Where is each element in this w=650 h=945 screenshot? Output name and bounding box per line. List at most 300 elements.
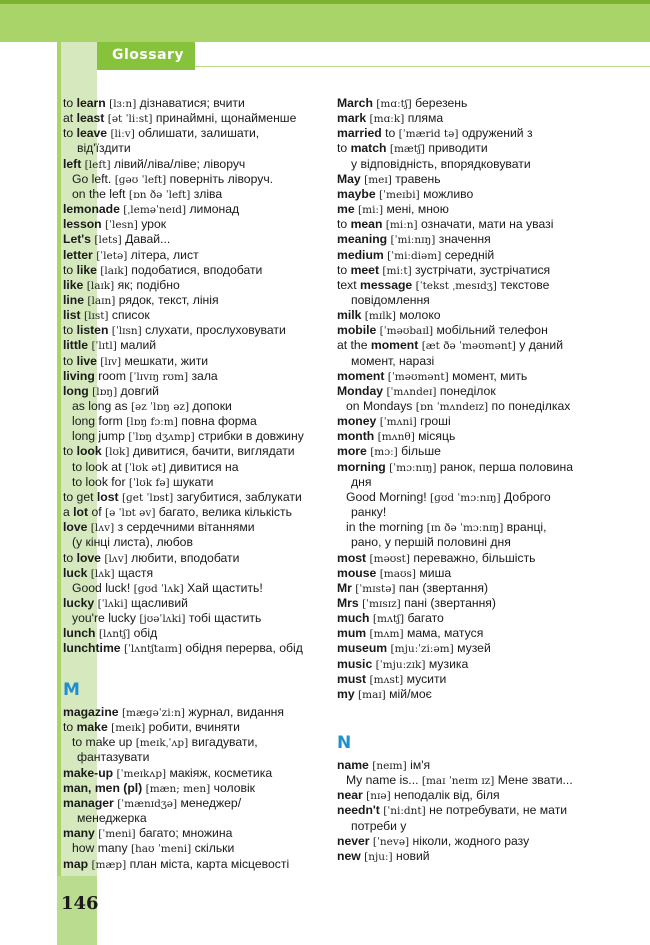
entry-transcription: [ˈlɪsn] — [111, 325, 142, 338]
entry-prefix: to — [63, 262, 77, 277]
entry-transcription: [məʊst] — [369, 552, 410, 565]
entry-prefix: to make up — [72, 735, 136, 750]
entry-headword: married — [337, 126, 382, 141]
entry-translation: зліва — [190, 186, 223, 201]
entry-transcription: [maɪ] — [358, 688, 386, 701]
entry-translation: стрибки в довжину — [194, 429, 304, 444]
entry-translation: не потребувати, не мати — [425, 803, 568, 818]
entry-translation: потреби у — [351, 818, 407, 833]
entry-translation: миша — [416, 565, 452, 580]
glossary-entry — [63, 750, 149, 765]
entry-translation: довгий — [117, 383, 159, 398]
entry-headword: map — [63, 856, 89, 871]
glossary-entry — [337, 384, 496, 400]
entry-transcription: [meɪk] — [111, 722, 146, 735]
glossary-entry — [63, 535, 193, 550]
entry-headword: mean — [350, 217, 383, 232]
glossary-entry — [337, 788, 500, 804]
entry-translation: пан (звертання) — [395, 580, 489, 595]
glossary-entry — [337, 551, 536, 567]
entry-transcription: [ɡʊd ˈmɔːnɪŋ] — [430, 491, 501, 504]
entry-translation: лівий/ліва/ліве; ліворуч — [110, 156, 246, 171]
glossary-entry — [63, 384, 159, 400]
entry-headword: lemonade — [63, 202, 120, 217]
entry-transcription: [lʌv] — [104, 552, 128, 565]
entry-transcription: [lʌntʃ] — [98, 628, 131, 641]
entry-transcription: [laɪk] — [86, 279, 115, 292]
glossary-entry — [63, 490, 302, 506]
glossary-entry — [63, 641, 303, 657]
glossary-entry — [63, 293, 219, 309]
entry-translation: скільки — [191, 841, 235, 856]
glossary-entry — [63, 354, 208, 370]
entry-headword: message — [360, 277, 413, 292]
entry-translation: менеджер/ — [177, 795, 242, 810]
top-color-band — [0, 0, 650, 42]
entry-headword: lesson — [63, 217, 102, 232]
glossary-entry — [337, 157, 531, 172]
entry-transcription: [lɪst] — [84, 310, 109, 323]
entry-prefix: in the morning — [346, 520, 427, 535]
entry-translation: з сердечними вітаннями — [114, 520, 255, 535]
entry-transcription: [ˈlesn] — [105, 219, 138, 232]
entry-transcription: [lʊk] — [105, 446, 130, 459]
entry-translation: літера, лист — [127, 247, 199, 262]
glossary-entry — [337, 278, 549, 294]
entry-transcription: [laɪk] — [100, 264, 128, 277]
entry-prefix: to get — [63, 489, 97, 504]
glossary-entry — [63, 626, 157, 642]
entry-translation: мобільний телефон — [433, 323, 548, 338]
entry-translation: ранок, перша половина — [436, 459, 574, 474]
glossary-entry — [337, 566, 451, 582]
glossary-entry — [337, 172, 441, 188]
entry-headword: meaning — [337, 232, 388, 247]
entry-transcription: [ˈlɪvɪŋ rʊm] — [129, 370, 189, 383]
glossary-entry — [337, 596, 496, 612]
glossary-entry — [63, 596, 188, 612]
entry-translation: як; подібно — [114, 277, 180, 292]
entry-translation: більше — [397, 444, 441, 459]
entry-headword: luck — [63, 565, 88, 580]
glossary-entry — [337, 444, 441, 460]
entry-translation: рано, у першій половині дня — [351, 535, 511, 550]
entry-transcription: [laɪn] — [87, 294, 116, 307]
entry-headword: morning — [337, 459, 386, 474]
glossary-entry — [63, 126, 259, 142]
entry-translation: Давай... — [121, 232, 171, 247]
entry-transcription: [mjuːˈziːəm] — [390, 643, 454, 656]
entry-transcription: [lɪv] — [100, 355, 122, 368]
entry-prefix: Good luck! — [72, 580, 134, 595]
glossary-entry — [63, 111, 296, 127]
entry-transcription: [meɪkˌˈʌp] — [135, 737, 189, 750]
glossary-entry — [337, 111, 443, 127]
entry-prefix: a — [63, 505, 74, 520]
entry-headword: match — [350, 141, 387, 156]
entry-prefix: Go left. — [72, 171, 115, 186]
entry-translation: чоловік — [210, 780, 256, 795]
entry-headword: meet — [350, 262, 380, 277]
glossary-entry — [337, 293, 430, 308]
entry-headword: long — [63, 383, 89, 398]
entry-transcription: [ɒn ˈmʌndeɪz] — [415, 401, 489, 413]
entry-translation: значення — [435, 232, 491, 247]
entry-transcription: [miːt] — [382, 264, 412, 277]
entry-translation: любити, вподобати — [127, 550, 240, 565]
entry-headword: leave — [76, 126, 108, 141]
entry-headword: much — [337, 611, 370, 626]
entry-headword: line — [63, 292, 84, 307]
glossary-entry — [63, 217, 166, 233]
glossary-entry — [337, 399, 570, 415]
entry-suffix: room — [94, 368, 130, 383]
glossary-entry — [63, 475, 213, 491]
entry-translation: дивитися на — [165, 459, 239, 474]
entry-transcription: [mæɡəˈziːn] — [121, 707, 185, 719]
glossary-entry — [63, 796, 241, 812]
entry-headword: man, men (pl) — [63, 780, 143, 795]
glossary-entry — [63, 278, 180, 294]
section-letter-n: N — [337, 733, 352, 753]
glossary-entry — [337, 803, 567, 819]
entry-transcription: [lɜːn] — [109, 98, 137, 110]
entry-headword: like — [76, 262, 97, 277]
entry-transcription: [ɪn ðə ˈmɔːnɪŋ] — [426, 522, 504, 535]
entry-transcription: [lets] — [94, 234, 122, 247]
entry-translation: означати, мати на увазі — [417, 217, 554, 232]
entry-translation: дивитися, бачити, виглядати — [129, 444, 295, 459]
entry-headword: lunch — [63, 626, 96, 641]
entry-headword: new — [337, 848, 361, 863]
entry-transcription: [ˈmiːdiəm] — [387, 249, 442, 262]
entry-translation: Доброго — [500, 489, 551, 504]
entry-translation: журнал, видання — [184, 705, 285, 719]
glossary-entry — [337, 217, 553, 233]
entry-transcription: [ˈtekst ˌmesɪdʒ] — [415, 279, 497, 292]
glossary-entry — [63, 781, 255, 797]
glossary-entry — [63, 141, 131, 156]
entry-headword: learn — [76, 96, 106, 110]
entry-headword: listen — [76, 323, 109, 338]
entry-headword: many — [63, 826, 95, 841]
entry-translation: план міста, карта місцевості — [126, 856, 290, 871]
glossary-entry — [63, 96, 245, 112]
entry-transcription: [ˈmɪstə] — [355, 582, 396, 595]
entry-translation: загубитися, заблукати — [173, 489, 302, 504]
entry-prefix: how many — [72, 841, 131, 856]
section-tab — [97, 42, 195, 70]
entry-translation: місяць — [414, 429, 456, 444]
glossary-entry — [63, 323, 286, 339]
entry-translation: ранку! — [351, 505, 387, 520]
entry-headword: name — [337, 758, 369, 772]
entry-transcription: [ɡʊd ˈlʌk] — [133, 582, 184, 595]
entry-translation: вранці, — [503, 520, 547, 535]
entry-transcription: [ˈmjuːzɪk] — [375, 658, 426, 671]
entry-translation: травень — [391, 171, 441, 186]
glossary-entry — [337, 611, 444, 627]
entry-translation: вигадувати, — [188, 735, 258, 750]
entry-headword: museum — [337, 641, 388, 656]
entry-translation: у відповідність, впорядковувати — [351, 156, 531, 171]
glossary-entry — [337, 308, 441, 324]
entry-headword: least — [76, 111, 105, 126]
entry-headword: letter — [63, 247, 93, 262]
entry-transcription: [neɪm] — [372, 760, 407, 772]
entry-transcription: [ˈlɪtl] — [91, 340, 117, 353]
glossary-entry — [63, 811, 147, 826]
entry-transcription: [ˈletə] — [96, 249, 128, 262]
glossary-entry — [63, 705, 284, 721]
glossary-entry — [63, 248, 199, 264]
entry-translation: дізнаватися; вчити — [136, 96, 245, 110]
entry-translation: Мене звати... — [494, 773, 573, 788]
entry-headword: Mrs — [337, 595, 359, 610]
entry-transcription: [ət ˈliːst] — [107, 113, 153, 126]
glossary-entry — [63, 369, 218, 385]
entry-translation: дня — [351, 474, 372, 489]
entry-translation: повідомлення — [351, 292, 430, 307]
entry-translation: Хай щастить! — [183, 580, 263, 595]
entry-translation: (у кінці листа), любов — [72, 535, 193, 550]
entry-transcription: [ə ˈlɒt əv] — [105, 507, 156, 520]
entry-transcription: [mʌtʃ] — [372, 613, 405, 626]
entry-transcription: [ˈmeni] — [98, 828, 136, 841]
entry-transcription: [mɔː] — [370, 446, 398, 459]
entry-transcription: [ˌleməˈneɪd] — [123, 204, 187, 217]
entry-transcription: [mɑːk] — [369, 113, 405, 126]
entry-headword: Let's — [63, 232, 91, 247]
glossary-entry — [63, 202, 239, 218]
glossary-entry — [63, 720, 240, 736]
entry-transcription: [jʊəˈlʌki] — [139, 613, 186, 626]
entry-transcription: [ˈmɔːnɪŋ] — [389, 461, 437, 474]
entry-translation: макіяж, косметика — [166, 765, 273, 780]
entry-translation: зала — [188, 368, 218, 383]
glossary-entry — [337, 248, 494, 264]
glossary-entry — [337, 687, 432, 703]
glossary-entry — [63, 520, 255, 536]
entry-headword: look — [76, 444, 102, 459]
entry-suffix: of — [88, 505, 105, 520]
glossary-entry — [337, 581, 488, 597]
glossary-entry — [63, 857, 289, 873]
entry-prefix: to — [63, 720, 77, 735]
entry-headword: manager — [63, 795, 114, 810]
entry-prefix: on the left — [72, 186, 129, 201]
top-edge-stripe — [0, 0, 650, 4]
glossary-entry — [337, 641, 491, 657]
entry-transcription: [ˈlʊk ət] — [124, 461, 166, 474]
glossary-entry — [63, 157, 245, 173]
entry-transcription: [nɪə] — [366, 790, 391, 803]
section-title: Glossary — [112, 47, 185, 63]
glossary-entry — [337, 429, 455, 445]
entry-translation: малий — [116, 338, 157, 353]
entry-headword: must — [337, 671, 367, 686]
entry-transcription: [njuː] — [364, 850, 393, 863]
entry-translation: середній — [441, 247, 495, 262]
glossary-entry — [63, 444, 295, 460]
entry-translation: одружений з — [458, 126, 533, 141]
entry-translation: неподалік від, біля — [390, 788, 500, 803]
glossary-entry — [337, 672, 446, 688]
entry-prefix: at the — [337, 338, 371, 353]
entry-transcription: [meɪ] — [364, 173, 392, 186]
glossary-entry — [337, 126, 533, 142]
entry-translation: гроші — [416, 414, 451, 429]
entry-prefix: on Mondays — [346, 399, 416, 413]
entry-translation: багато — [404, 611, 444, 626]
entry-transcription: [haʊ ˈmeni] — [130, 843, 192, 856]
entry-headword: left — [63, 156, 82, 171]
entry-translation: поверніть ліворуч. — [166, 171, 274, 186]
entry-translation: мені, мною — [383, 202, 449, 217]
glossary-entry — [63, 172, 273, 188]
entry-translation: щастя — [114, 565, 154, 580]
entry-transcription: [ɒn ðə ˈleft] — [128, 188, 191, 201]
entry-headword: more — [337, 444, 367, 459]
entry-translation: мама, матуся — [403, 626, 484, 641]
page-number: 146 — [61, 893, 99, 914]
entry-headword: make-up — [63, 765, 114, 780]
glossary-entry — [63, 505, 292, 521]
entry-transcription: [əz ˈlɒŋ əz] — [130, 401, 190, 413]
glossary-entry — [337, 263, 550, 279]
entry-prefix: at — [63, 111, 77, 126]
entry-translation: робити, вчиняти — [145, 720, 240, 735]
entry-translation: подобатися, вподобати — [127, 262, 263, 277]
entry-translation: можливо — [419, 186, 474, 201]
entry-transcription: [mʌm] — [369, 628, 404, 641]
entry-prefix: to — [63, 126, 77, 141]
glossary-entry — [337, 141, 488, 157]
entry-translation: від'їздити — [77, 141, 131, 156]
entry-headword: Monday — [337, 383, 384, 398]
entry-headword: moment — [370, 338, 419, 353]
glossary-entry — [337, 520, 547, 536]
entry-prefix: to — [63, 96, 77, 110]
entry-headword: near — [337, 788, 363, 803]
entry-prefix: My name is... — [346, 773, 422, 788]
entry-transcription: [lɒŋ fɔːm] — [126, 416, 178, 429]
entry-prefix: long form — [72, 414, 127, 429]
entry-transcription: [ɡəʊ ˈleft] — [114, 173, 167, 186]
entry-translation: мусити — [403, 671, 447, 686]
entry-translation: облишати, залишати, — [134, 126, 260, 141]
entry-transcription: [ˈniːdnt] — [383, 805, 426, 818]
glossary-entry — [63, 414, 257, 430]
entry-translation: ім'я — [406, 758, 431, 772]
entry-translation: шукати — [169, 474, 214, 489]
section-letter-m: M — [63, 680, 80, 700]
entry-transcription: [ˈlʌntʃtaɪm] — [123, 643, 182, 656]
entry-translation: рядок, текст, лінія — [115, 292, 219, 307]
entry-transcription: [ˈmeɪbi] — [379, 188, 420, 201]
header-rule — [195, 66, 650, 67]
entry-prefix: to — [63, 323, 77, 338]
entry-suffix: to — [381, 126, 399, 141]
glossary-entry — [337, 354, 434, 369]
entry-translation: повна форма — [177, 414, 257, 429]
entry-translation: фантазувати — [77, 750, 150, 765]
entry-transcription: [ˈməʊbaɪl] — [379, 325, 434, 338]
glossary-entry — [337, 202, 449, 218]
glossary-entry — [63, 308, 150, 324]
entry-headword: lost — [96, 489, 119, 504]
glossary-entry — [337, 819, 406, 834]
entry-transcription: [maʊs] — [379, 567, 416, 580]
entry-headword: lunchtime — [63, 641, 121, 656]
entry-prefix: to look for — [72, 474, 129, 489]
glossary-entry — [337, 773, 573, 789]
entry-transcription: [ˈlɒŋ dʒʌmp] — [128, 431, 195, 444]
glossary-entry — [63, 735, 258, 751]
entry-transcription: [mætʃ] — [389, 143, 425, 156]
entry-transcription: [ˈlʌki] — [97, 597, 128, 610]
entry-prefix: to — [63, 353, 77, 368]
entry-headword: my — [337, 686, 355, 701]
entry-translation: мешкати, жити — [121, 353, 209, 368]
entry-translation: текстове — [496, 277, 550, 292]
entry-translation: слухати, прослуховувати — [141, 323, 286, 338]
entry-translation: тобі щастить — [185, 611, 262, 626]
glossary-entry — [337, 338, 563, 354]
entry-headword: most — [337, 550, 367, 565]
glossary-entry — [337, 460, 573, 476]
glossary-entry — [63, 429, 304, 445]
entry-transcription: [ˈmænɪdʒə] — [117, 797, 178, 810]
entry-translation: музей — [453, 641, 491, 656]
entry-translation: обід — [130, 626, 158, 641]
entry-translation: понеділок — [436, 383, 496, 398]
entry-headword: little — [63, 338, 89, 353]
entry-prefix: to — [337, 217, 351, 232]
entry-translation: менеджерка — [77, 811, 147, 826]
glossary-entry — [63, 766, 272, 782]
entry-transcription: [maɪ ˈneɪm ɪz] — [421, 775, 495, 788]
entry-transcription: [ˈmeɪkʌp] — [116, 767, 167, 780]
entry-prefix: Good Morning! — [346, 489, 431, 504]
entry-transcription: [mʌst] — [369, 673, 404, 686]
entry-transcription: [mæn; men] — [145, 782, 211, 795]
entry-prefix: to — [337, 262, 351, 277]
entry-headword: lot — [73, 505, 89, 520]
entry-prefix: to — [63, 444, 77, 459]
entry-headword: magazine — [63, 705, 119, 719]
entry-prefix: you're lucky — [72, 611, 140, 626]
entry-translation: принаймні, щонайменше — [152, 111, 297, 126]
entry-headword: medium — [337, 247, 384, 262]
entry-translation: урок — [137, 217, 167, 232]
entry-translation: багато; множина — [135, 826, 233, 841]
glossary-entry — [63, 187, 222, 203]
entry-transcription: [left] — [84, 158, 111, 171]
entry-transcription: [ˈmærid tə] — [398, 128, 459, 141]
entry-headword: money — [337, 414, 377, 429]
entry-headword: living — [63, 368, 95, 383]
glossary-entry — [63, 263, 262, 279]
entry-headword: me — [337, 202, 355, 217]
glossary-entry — [63, 826, 232, 842]
entry-translation: ніколи, жодного разу — [409, 833, 530, 848]
glossary-entry — [63, 232, 170, 248]
entry-translation: музика — [425, 656, 469, 671]
entry-prefix: to — [337, 141, 351, 156]
entry-transcription: [ˈmʌndeɪ] — [386, 385, 437, 398]
left-margin-stripe — [57, 42, 61, 945]
